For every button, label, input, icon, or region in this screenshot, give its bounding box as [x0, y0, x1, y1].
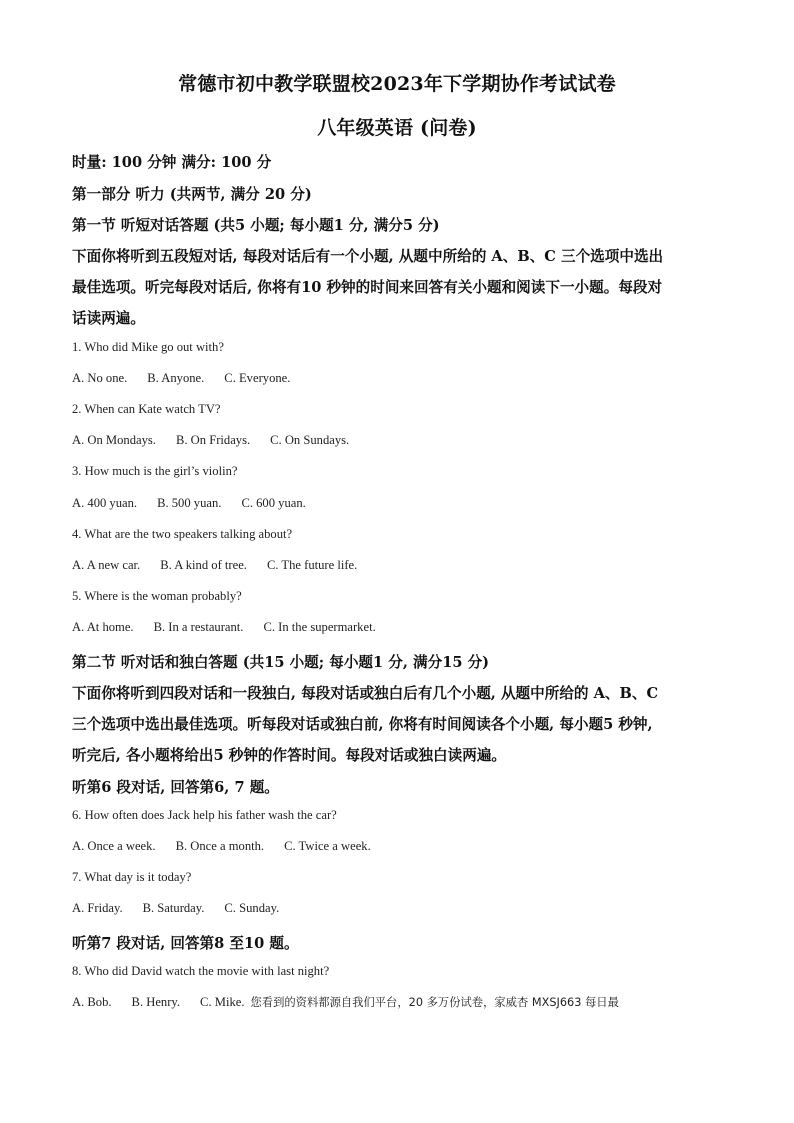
option-b: B. A kind of tree. — [160, 558, 247, 572]
exam-title: 常德市初中教学联盟校2023年下学期协作考试试卷 — [178, 73, 616, 95]
option-c: C. 600 yuan. — [241, 496, 306, 510]
option-c: C. Twice a week. — [284, 839, 371, 853]
question-options — [72, 433, 369, 448]
option-a: A. A new car. — [72, 558, 141, 572]
section1-instruction-line: 话读两遍。 — [72, 310, 145, 327]
exam-subtitle: 八年级英语 (问卷) — [317, 117, 477, 139]
section2-instruction-line: 三个选项中选出最佳选项。听每段对话或独白前, 你将有时间阅读各个小题, 每小题5 秒钟, — [72, 716, 653, 733]
exam-info: 时量: 100 分钟 满分: 100 分 — [72, 154, 272, 171]
question-text: 1. Who did Mike go out with? — [72, 340, 224, 354]
question-text: 5. Where is the woman probably? — [72, 589, 242, 603]
section2-instruction-line: 下面你将听到四段对话和一段独白, 每段对话或独白后有几个小题, 从题中所给的 A、B、C — [72, 685, 659, 702]
option-a: A. Friday. — [72, 901, 123, 915]
question-text: 3. How much is the girl’s violin? — [72, 464, 238, 478]
option-a: A. No one. — [72, 371, 128, 385]
section1-instruction-line: 下面你将听到五段短对话, 每段对话后有一个小题, 从题中所给的 A、B、C 三个选项中选出 — [72, 248, 664, 265]
group6-heading: 听第6 段对话, 回答第6, 7 题。 — [72, 779, 279, 796]
option-c: C. Sunday. — [224, 901, 280, 915]
option-b: B. Anyone. — [147, 371, 205, 385]
question-text: 6. How often does Jack help his father wash the car? — [72, 808, 337, 822]
question-options — [72, 496, 326, 511]
question-options — [72, 558, 377, 573]
question-options — [72, 839, 391, 854]
option-a: A. Once a week. — [72, 839, 156, 853]
option-c: C. The future life. — [266, 558, 358, 572]
option-a: A. Bob. — [72, 995, 112, 1009]
section2-instruction-line: 听完后, 各小题将给出5 秒钟的作答时间。每段对话或独白读两遍。 — [72, 747, 507, 764]
option-c: C. Everyone. — [224, 371, 291, 385]
option-b: B. Henry. — [131, 995, 181, 1009]
section1-instruction-line: 最佳选项。听完每段对话后, 你将有10 秒钟的时间来回答有关小题和阅读下一小题。每段对 — [72, 279, 663, 296]
watermark-text: 您看到的资料都源自我们平台，20 多万份试卷，家威杏 MXSJ663 每日最 — [250, 996, 619, 1009]
part1-heading: 第一部分 听力 (共两节, 满分 20 分) — [72, 186, 312, 203]
question-options — [72, 901, 299, 916]
option-a: A. On Mondays. — [72, 433, 156, 447]
section2-heading: 第二节 听对话和独白答题 (共15 小题; 每小题1 分, 满分15 分) — [72, 654, 490, 671]
question-text: 7. What day is it today? — [72, 870, 192, 884]
option-b: B. Once a month. — [175, 839, 265, 853]
option-b: B. In a restaurant. — [153, 620, 244, 634]
question-text: 8. Who did David watch the movie with last night? — [72, 964, 330, 978]
option-c: C. On Sundays. — [270, 433, 350, 447]
option-a: A. 400 yuan. — [72, 496, 138, 510]
question-options — [72, 620, 396, 635]
question-text: 2. When can Kate watch TV? — [72, 402, 221, 416]
question-text: 4. What are the two speakers talking about? — [72, 527, 293, 541]
group7-heading: 听第7 段对话, 回答第8 至10 题。 — [72, 935, 299, 952]
option-a: A. At home. — [72, 620, 134, 634]
question-options — [72, 371, 310, 386]
option-b: B. On Fridays. — [175, 433, 251, 447]
section1-heading: 第一节 听短对话答题 (共5 小题; 每小题1 分, 满分5 分) — [72, 217, 440, 234]
option-b: B. Saturday. — [142, 901, 205, 915]
question-options — [72, 994, 619, 1010]
option-c: C. Mike. — [200, 995, 245, 1009]
option-b: B. 500 yuan. — [157, 496, 222, 510]
option-c: C. In the supermarket. — [263, 620, 376, 634]
